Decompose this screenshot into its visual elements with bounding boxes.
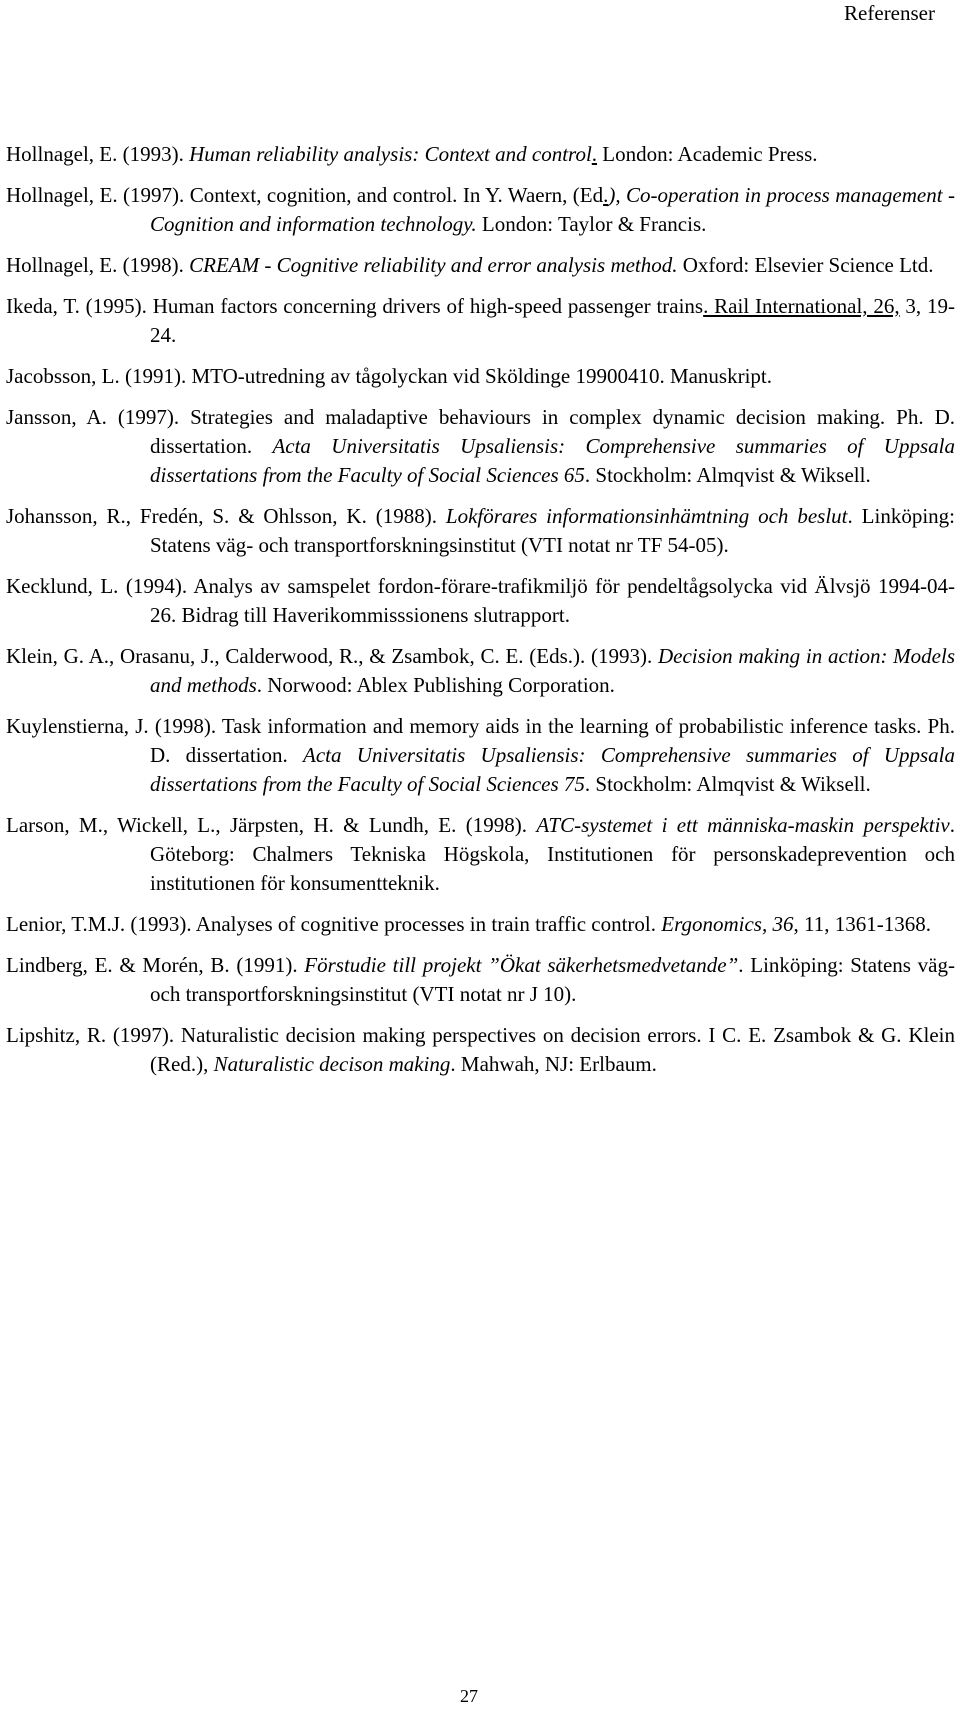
reference-text: Klein, G. A., Orasanu, J., Calderwood, R., & Zsambok, C. E. (Eds.). (1993). xyxy=(6,644,658,668)
reference-entry xyxy=(6,181,955,239)
reference-text: Hollnagel, E. (1997). Context, cognition, and control. In Y. Waern, (Ed xyxy=(6,183,604,207)
reference-entry xyxy=(6,292,955,350)
reference-entry xyxy=(6,712,955,799)
reference-italic-text: Lokförares informationsinhämtning och beslut xyxy=(445,504,848,528)
reference-text: Ikeda, T. (1995). Human factors concerning drivers of high-speed passenger trains xyxy=(6,294,704,318)
reference-text: London: Academic Press. xyxy=(597,142,818,166)
reference-italic-text: ATC-systemet i ett människa-maskin perspektiv xyxy=(536,813,950,837)
reference-text: Jacobsson, L. (1991). MTO-utredning av tågolyckan vid Sköldinge 19900410. Manuskript. xyxy=(6,364,773,388)
reference-underlined-text: . xyxy=(603,183,609,207)
reference-text: Hollnagel, E. (1993). xyxy=(6,142,190,166)
reference-text: Oxford: Elsevier Science Ltd. xyxy=(677,253,934,277)
reference-italic-text: Acta Universitatis Upsaliensis: Comprehensive summaries of Uppsala dissertations from the Faculty of Social Sciences 65 xyxy=(150,434,955,487)
running-header: Referenser xyxy=(844,1,935,25)
reference-text: 3, 19-24. xyxy=(150,294,955,347)
reference-text: Lindberg, E. & Morén, B. (1991). xyxy=(6,953,305,977)
page-number: 27 xyxy=(460,1686,478,1706)
reference-entry xyxy=(6,811,955,898)
reference-text: Jansson, A. (1997). Strategies and maladaptive behaviours in complex dynamic decision making. Ph. D. dissertation. xyxy=(6,405,955,458)
reference-italic-text: Naturalistic decison making xyxy=(213,1052,451,1076)
reference-text: Hollnagel, E. (1998). xyxy=(6,253,190,277)
reference-entry xyxy=(6,951,955,1009)
reference-italic-text: Acta Universitatis Upsaliensis: Comprehensive summaries of Uppsala dissertations from the Faculty of Social Sciences 75 xyxy=(150,743,955,796)
reference-italic-text: Förstudie till projekt ”Ökat säkerhetsmedvetande” xyxy=(304,953,739,977)
reference-italic-text: ), Co-operation in process management - Cognition and information technology. xyxy=(150,183,956,236)
reference-text: . Stockholm: Almqvist & Wiksell. xyxy=(584,772,871,796)
reference-text: . Mahwah, NJ: Erlbaum. xyxy=(450,1052,657,1076)
reference-text: London: Taylor & Francis. xyxy=(476,212,707,236)
reference-italic-text: Human reliability analysis: Context and control xyxy=(189,142,592,166)
reference-entry xyxy=(6,910,955,939)
reference-italic-text: CREAM - Cognitive reliability and error analysis method. xyxy=(189,253,678,277)
reference-entry xyxy=(6,1021,955,1079)
reference-entry xyxy=(6,362,955,391)
reference-text: , 11, 1361-1368. xyxy=(793,912,931,936)
reference-text: . Stockholm: Almqvist & Wiksell. xyxy=(584,463,871,487)
reference-text: Larson, M., Wickell, L., Järpsten, H. & Lundh, E. (1998). xyxy=(6,813,537,837)
reference-list xyxy=(6,140,955,1091)
reference-text: . Göteborg: Chalmers Tekniska Högskola, Institutionen för personskadeprevention och institutionen för konsumentteknik. xyxy=(150,813,955,895)
reference-entry xyxy=(6,140,955,169)
reference-entry xyxy=(6,642,955,700)
reference-text: Kecklund, L. (1994). Analys av samspelet fordon-förare-trafikmiljö för pendeltågsolycka vid Älvsjö 1994-04-26. Bidrag till Haverikommisssionens slutrapport. xyxy=(6,574,955,627)
reference-italic-text: Ergonomics, 36 xyxy=(661,912,794,936)
reference-text: Lipshitz, R. (1997). Naturalistic decision making perspectives on decision errors. I C. E. Zsambok & G. Klein (Red.), xyxy=(6,1023,955,1076)
reference-italic-text: Decision making in action: Models and methods xyxy=(150,644,955,697)
reference-text: . Linköping: Statens väg- och transportforskningsinstitut (VTI notat nr TF 54-05). xyxy=(150,504,955,557)
reference-text: . Linköping: Statens väg- och transportforskningsinstitut (VTI notat nr J 10). xyxy=(150,953,955,1006)
reference-text: Kuylenstierna, J. (1998). Task information and memory aids in the learning of probabilistic inference tasks. Ph. D. dissertation. xyxy=(6,714,955,767)
reference-entry xyxy=(6,251,955,280)
reference-text: Lenior, T.M.J. (1993). Analyses of cognitive processes in train traffic control. xyxy=(6,912,662,936)
reference-text: . Norwood: Ablex Publishing Corporation. xyxy=(256,673,615,697)
reference-entry xyxy=(6,502,955,560)
reference-entry xyxy=(6,403,955,490)
reference-underlined-text: . xyxy=(591,142,598,166)
reference-entry xyxy=(6,572,955,630)
reference-text: Johansson, R., Fredén, S. & Ohlsson, K. (1988). xyxy=(6,504,446,528)
reference-underlined-text: . Rail International, 26, xyxy=(703,294,900,318)
